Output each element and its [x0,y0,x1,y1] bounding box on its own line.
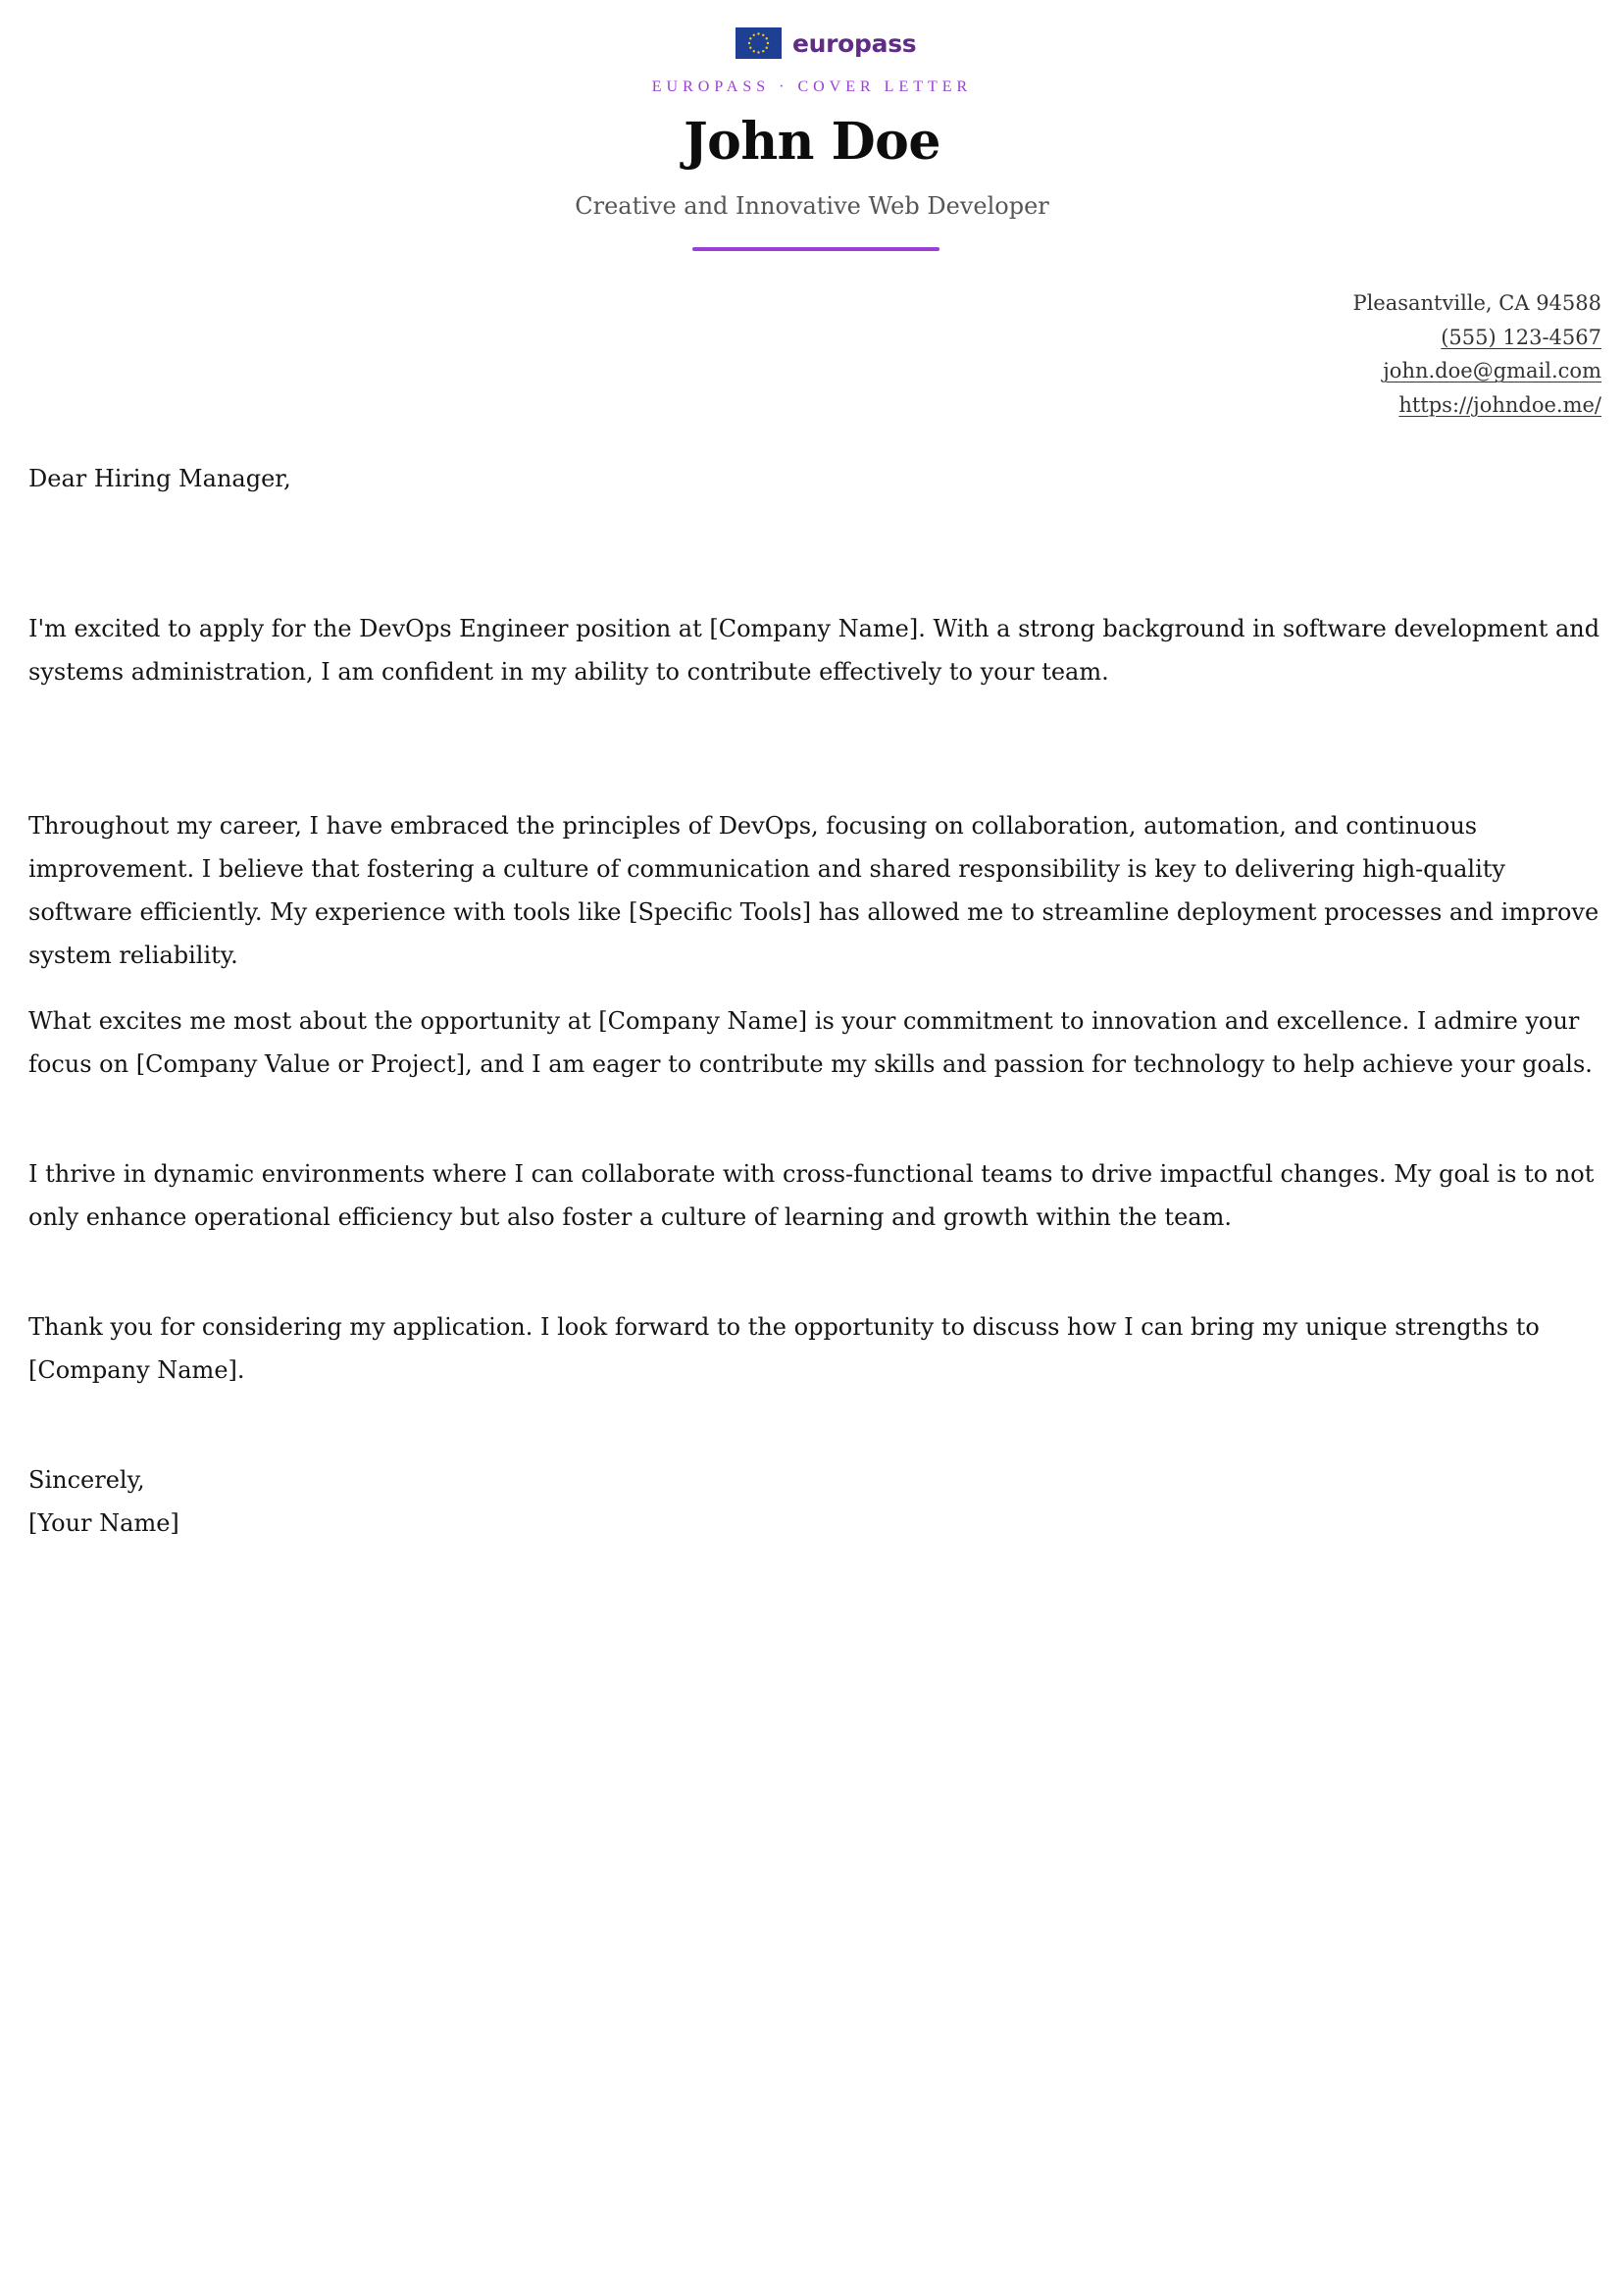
applicant-headline: Creative and Innovative Web Developer [575,192,1049,220]
eu-star [762,34,764,36]
contact-website-link[interactable]: https://johndoe.me/ [1398,392,1601,417]
contact-email-link[interactable]: john.doe@gmail.com [1383,359,1601,382]
letter-salutation: Dear Hiring Manager, [28,465,291,492]
applicant-name: John Doe [684,112,940,172]
eu-star [748,42,750,44]
header-divider [692,247,939,251]
letter-paragraph: I thrive in dynamic environments where I can collaborate with cross-functional teams to drive impactful changes. My goal is to not only enhance operational efficiency but also foster a culture of learning and growth within the team. [28,1160,1595,1231]
letter-closing: Sincerely, [28,1466,145,1494]
letter-paragraph: What excites me most about the opportunity at [Company Name] is your commitment to innovation and excellence. I admire your focus on [Company Value or Project], and I am eager to contribute my skills and passion for technology to help achieve your goals. [28,1007,1593,1078]
eu-star [766,47,768,49]
letter-signature: [Your Name] [28,1509,179,1537]
europass-logo[interactable] [736,26,916,60]
eu-star [757,32,759,34]
contact-address: Pleasantville, CA 94588 [1352,291,1601,315]
contact-block [1352,286,1601,422]
eu-star [767,42,769,44]
eu-flag-icon [736,27,782,59]
eu-star [766,37,768,39]
contact-phone-link[interactable]: (555) 123-4567 [1441,325,1601,349]
letter-paragraph: Throughout my career, I have embraced the principles of DevOps, focusing on collaboration, automation, and continuous improvement. I believe that fostering a culture of communication and shared responsibility is key to delivering high-quality software efficiently. My experience with tools like [Specific Tools] has allowed me to streamline deployment processes and improve system reliability. [28,812,1599,969]
letter-paragraph: I'm excited to apply for the DevOps Engineer position at [Company Name]. With a strong background in software development and systems administration, I am confident in my ability to contribute effectively to your team. [28,615,1600,686]
eu-star [749,37,751,39]
eu-star [757,51,759,53]
eu-star [762,50,764,52]
eu-star [753,34,755,36]
eu-star [753,50,755,52]
letter-paragraph: Thank you for considering my application. I look forward to the opportunity to discuss how I can bring my unique strengths to [Company Name]. [28,1313,1540,1384]
eu-star [749,47,751,49]
logo-wordmark: europass [792,28,917,58]
document-type-label: EUROPASS · COVER LETTER [651,78,973,95]
